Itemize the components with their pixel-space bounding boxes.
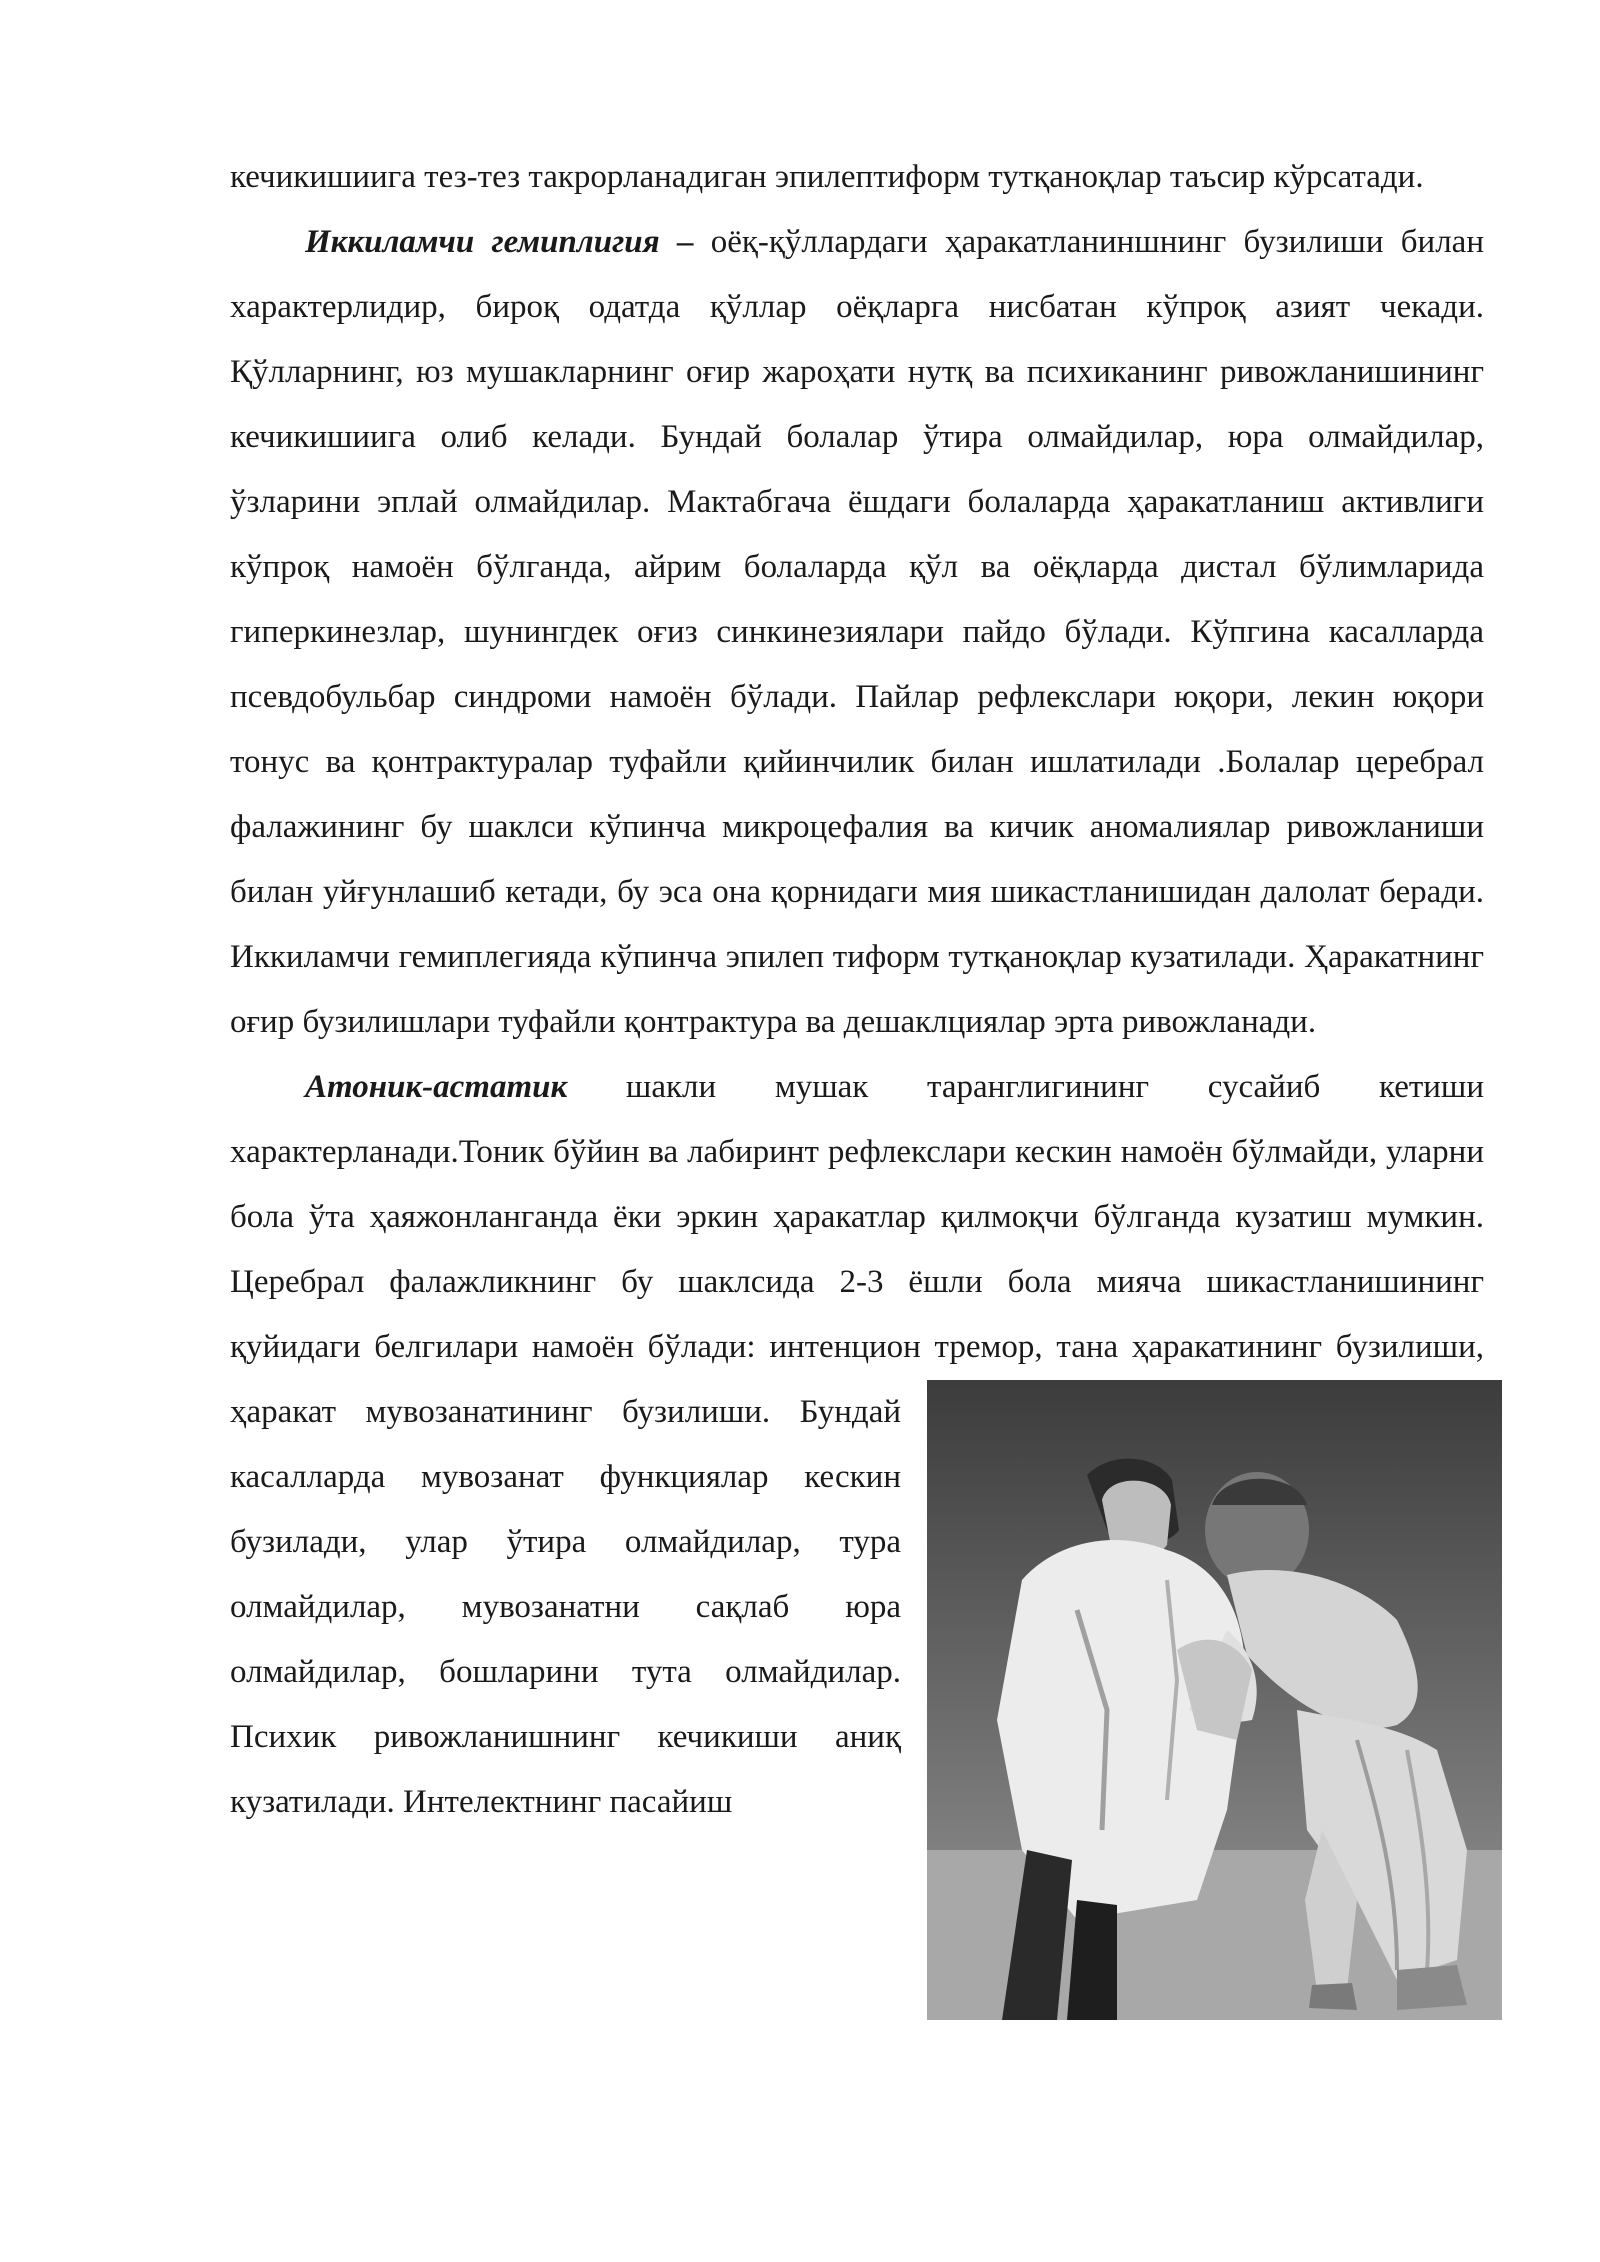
doctor-examining-child-photo [927, 1380, 1502, 2020]
paragraph-2 [230, 210, 1484, 1055]
paragraph-3 [230, 1055, 1484, 1835]
paragraph-3-wrap-text: бузилиши. Бундай касалларда мувозанат функциялар кескин бузилади, улар ўтира олмайдилар, тура олмайдилар, мувозанатни сақлаб юра олмайдилар, бошларини тута олмайдилар. Психик ривожланишнинг кечикиши аниқ кузатилади. Интелектнинг пасайиш [230, 1394, 902, 1820]
page-body [230, 145, 1484, 2020]
term-dash: – [659, 224, 711, 260]
paragraph-2-text: оёқ-қўллардаги ҳаракатланиншнинг бузилиши билан характерлидир, бироқ одатда қўллар оёқларга нисбатан кўпроқ азият чекади. Қўлларнинг, юз мушакларнинг оғир жароҳати нутқ ва психиканинг ривожланишининг кечикишиига олиб келади. Бундай болалар ўтира олмайдилар, юра олмайдилар, ўзларини эплай олмайдилар. Мактабгача ёшдаги болаларда ҳаракатланиш активлиги кўпроқ намоён бўлганда, айрим болаларда қўл ва оёқларда дистал бўлимларида гиперкинезлар, шунингдек оғиз синкинезиялари пайдо бўлади. Кўпгина касалларда псевдобульбар синдроми намоён бўлади. Пайлар рефлекслари юқори, лекин юқори тонус ва қонтрактуралар туфайли қийинчилик билан ишлатилади .Болалар церебрал фалажининг бу шаклси кўпинча микроцефалия ва кичик аномалиялар ривожланиши билан уйғунлашиб кетади, бу эса она қорнидаги мия шикастланишидан далолат беради. Иккиламчи гемиплегияда кўпинча эпилеп тиформ тутқаноқлар кузатилади. Ҳаракатнинг оғир бузилишлари туфайли қонтрактура ва дешаклциялар эрта ривожланади. [230, 224, 1484, 1040]
term-secondary-hemiplegia: Иккиламчи гемиплигия [305, 224, 660, 260]
term-atonic-astatic: Атоник-астатик [305, 1069, 568, 1105]
paragraph-1 [230, 145, 1484, 210]
paragraph-1-text: кечикишиига тез-тез такрорланадиган эпилептиформ тутқаноқлар таъсир кўрсатади. [230, 159, 1424, 195]
photo-illustration [927, 1380, 1502, 2020]
paragraph-3-text: шакли мушак таранглигининг сусайиб кетиши характерланади.Тоник бўйин ва лабиринт рефлекслари кескин намоён бўлмайди, уларни бола ўта ҳаяжонланганда ёки эркин ҳаракатлар қилмоқчи бўлганда кузатиш мумкин. Церебрал фалажликнинг бу шаклсида 2-3 ёшли бола мияча шикастланишининг қуйидаги белгилари намоён бўлади: интенцион тремор, тана ҳаракатининг бузилиши, ҳаракат мувозанатининг [230, 1069, 1484, 1430]
